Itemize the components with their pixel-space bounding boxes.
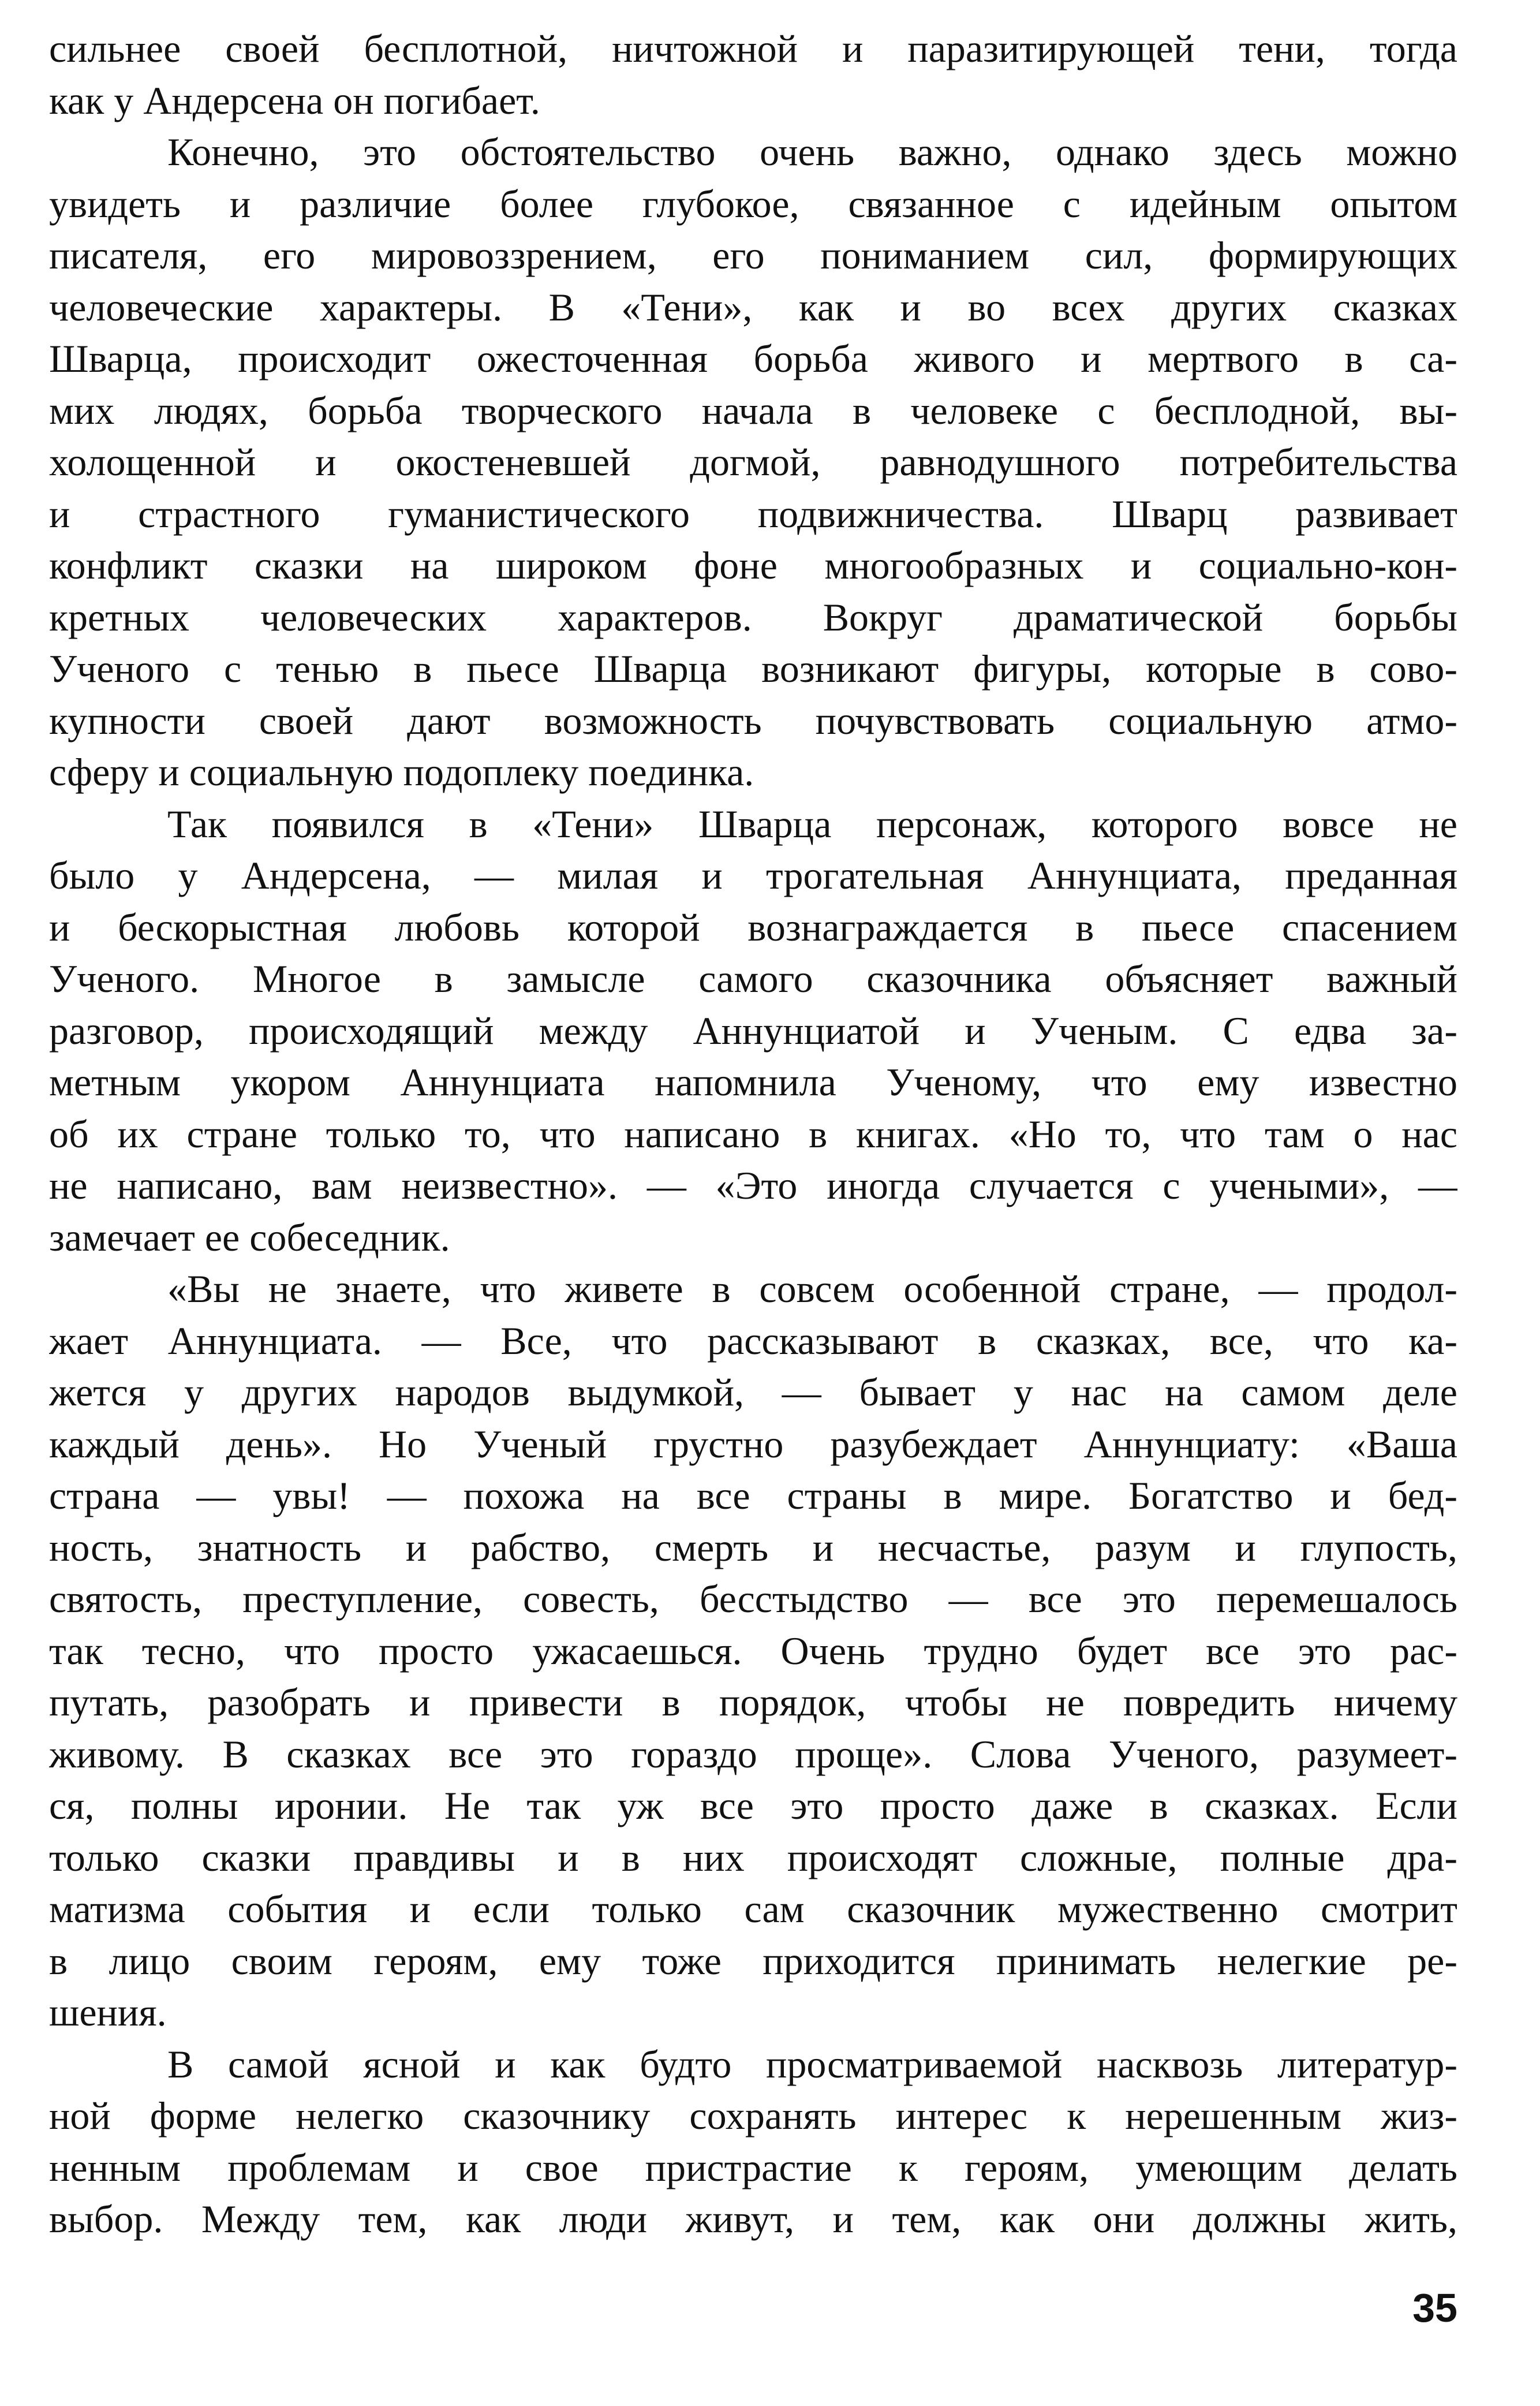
text-line: путать, разобрать и привести в порядок, чтобы не повредить ничему bbox=[49, 1680, 1457, 1724]
text-line: как у Андерсена он погибает. bbox=[49, 78, 540, 122]
text-line: Ученого с тенью в пьесе Шварца возникают фигуры, которые в сово- bbox=[49, 647, 1457, 691]
text-line: матизма события и если только сам сказочник мужественно смотрит bbox=[49, 1887, 1457, 1931]
text-line: об их стране только то, что написано в книгах. «Но то, что там о нас bbox=[49, 1111, 1457, 1156]
text-line: Шварца, происходит ожесточенная борьба живого и мертвого в са- bbox=[49, 337, 1457, 381]
text-line: Конечно, это обстоятельство очень важно, однако здесь можно bbox=[167, 130, 1457, 174]
text-line: разговор, происходящий между Аннунциатой и Ученым. С едва за- bbox=[49, 1008, 1457, 1053]
text-line: святость, преступление, совесть, бесстыдство — все это перемешалось bbox=[49, 1577, 1457, 1621]
text-line: живому. В сказках все это гораздо проще». Слова Ученого, разумеет- bbox=[49, 1732, 1457, 1776]
text-line: ненным проблемам и свое пристрастие к героям, умеющим делать bbox=[49, 2145, 1457, 2189]
text-line: человеческие характеры. В «Тени», как и во всех других сказках bbox=[49, 285, 1457, 329]
text-line: ной форме нелегко сказочнику сохранять интерес к нерешенным жиз- bbox=[49, 2094, 1457, 2138]
text-line: сферу и социальную подоплеку поединка. bbox=[49, 750, 754, 794]
body-text bbox=[49, 23, 1457, 2245]
text-line: и бескорыстная любовь которой вознаграждается в пьесе спасением bbox=[49, 905, 1457, 949]
text-line: и страстного гуманистического подвижничества. Шварц развивает bbox=[49, 491, 1457, 536]
text-line: жется у других народов выдумкой, — бывает у нас на самом деле bbox=[49, 1370, 1457, 1414]
text-line: ность, знатность и рабство, смерть и несчастье, разум и глупость, bbox=[49, 1525, 1457, 1569]
text-line: каждый день». Но Ученый грустно разубеждает Аннунциату: «Ваша bbox=[49, 1422, 1457, 1466]
text-line: выбор. Между тем, как люди живут, и тем, как они должны жить, bbox=[49, 2197, 1457, 2241]
text-line: холощенной и окостеневшей догмой, равнодушного потребительства bbox=[49, 440, 1457, 484]
text-line: жает Аннунциата. — Все, что рассказывают в сказках, все, что ка- bbox=[49, 1318, 1457, 1363]
text-line: сильнее своей бесплотной, ничтожной и паразитирующей тени, тогда bbox=[49, 27, 1457, 70]
text-line: мих людях, борьба творческого начала в человеке с бесплодной, вы- bbox=[49, 388, 1457, 432]
text-line: увидеть и различие более глубокое, связанное с идейным опытом bbox=[49, 181, 1457, 226]
text-line: Так появился в «Тени» Шварца персонаж, которого вовсе не bbox=[167, 801, 1457, 846]
text-line: кретных человеческих характеров. Вокруг драматической борьбы bbox=[49, 595, 1457, 639]
text-line: замечает ее собеседник. bbox=[49, 1215, 450, 1259]
text-line: конфликт сказки на широком фоне многообразных и социально-кон- bbox=[49, 543, 1457, 587]
text-line: «Вы не знаете, что живете в совсем особенной стране, — продол- bbox=[167, 1267, 1457, 1311]
text-line: не написано, вам неизвестно». — «Это иногда случается с учеными», — bbox=[49, 1163, 1457, 1207]
text-line: писателя, его мировоззрением, его пониманием сил, формирующих bbox=[49, 233, 1457, 277]
text-line: купности своей дают возможность почувствовать социальную атмо- bbox=[49, 698, 1457, 743]
text-line: в лицо своим героям, ему тоже приходится принимать нелегкие ре- bbox=[49, 1938, 1457, 1983]
text-line: метным укором Аннунциата напомнила Ученому, что ему известно bbox=[49, 1060, 1457, 1104]
page-number: 35 bbox=[1412, 2285, 1457, 2330]
text-line: было у Андерсена, — милая и трогательная Аннунциата, преданная bbox=[49, 853, 1457, 897]
text-line: ся, полны иронии. Не так уж все это просто даже в сказках. Если bbox=[49, 1784, 1457, 1827]
text-line: Ученого. Многое в замысле самого сказочника объясняет важный bbox=[49, 957, 1457, 1001]
text-line: шения. bbox=[49, 1990, 167, 2034]
text-line: В самой ясной и как будто просматриваемой насквозь литератур- bbox=[167, 2042, 1457, 2086]
text-line: страна — увы! — похожа на все страны в мире. Богатство и бед- bbox=[49, 1474, 1457, 1517]
text-line: только сказки правдивы и в них происходят сложные, полные дра- bbox=[49, 1835, 1457, 1879]
text-line: так тесно, что просто ужасаешься. Очень трудно будет все это рас- bbox=[49, 1628, 1457, 1673]
